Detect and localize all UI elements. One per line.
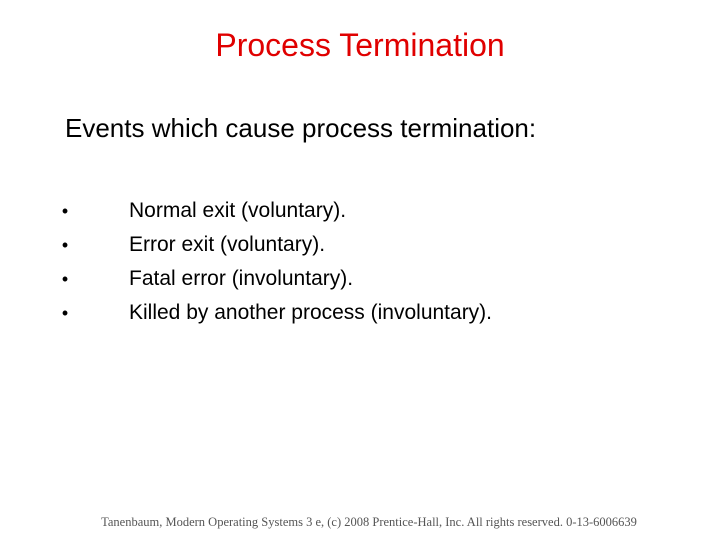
copyright-footer: Tanenbaum, Modern Operating Systems 3 e, (c) 2008 Prentice-Hall, Inc. All rights reserved. 0-13-6006639	[101, 515, 637, 529]
bullet-text: Killed by another process (involuntary).	[129, 301, 493, 324]
bullet-marker: •	[61, 268, 69, 289]
bullet-marker: •	[61, 302, 69, 323]
bullet-item-fatal-error	[58, 262, 492, 296]
slide-title: Process Termination	[215, 27, 505, 63]
bullet-text: Error exit (voluntary).	[129, 233, 326, 256]
bullet-text: Normal exit (voluntary).	[129, 199, 347, 222]
bullet-item-normal-exit	[58, 194, 492, 228]
bullet-marker: •	[61, 234, 69, 255]
bullet-list	[58, 194, 492, 330]
intro-text: Events which cause process termination:	[65, 113, 537, 143]
bullet-text: Fatal error (involuntary).	[129, 267, 354, 290]
bullet-item-error-exit	[58, 228, 492, 262]
bullet-marker: •	[61, 200, 69, 221]
bullet-item-killed	[58, 296, 492, 330]
